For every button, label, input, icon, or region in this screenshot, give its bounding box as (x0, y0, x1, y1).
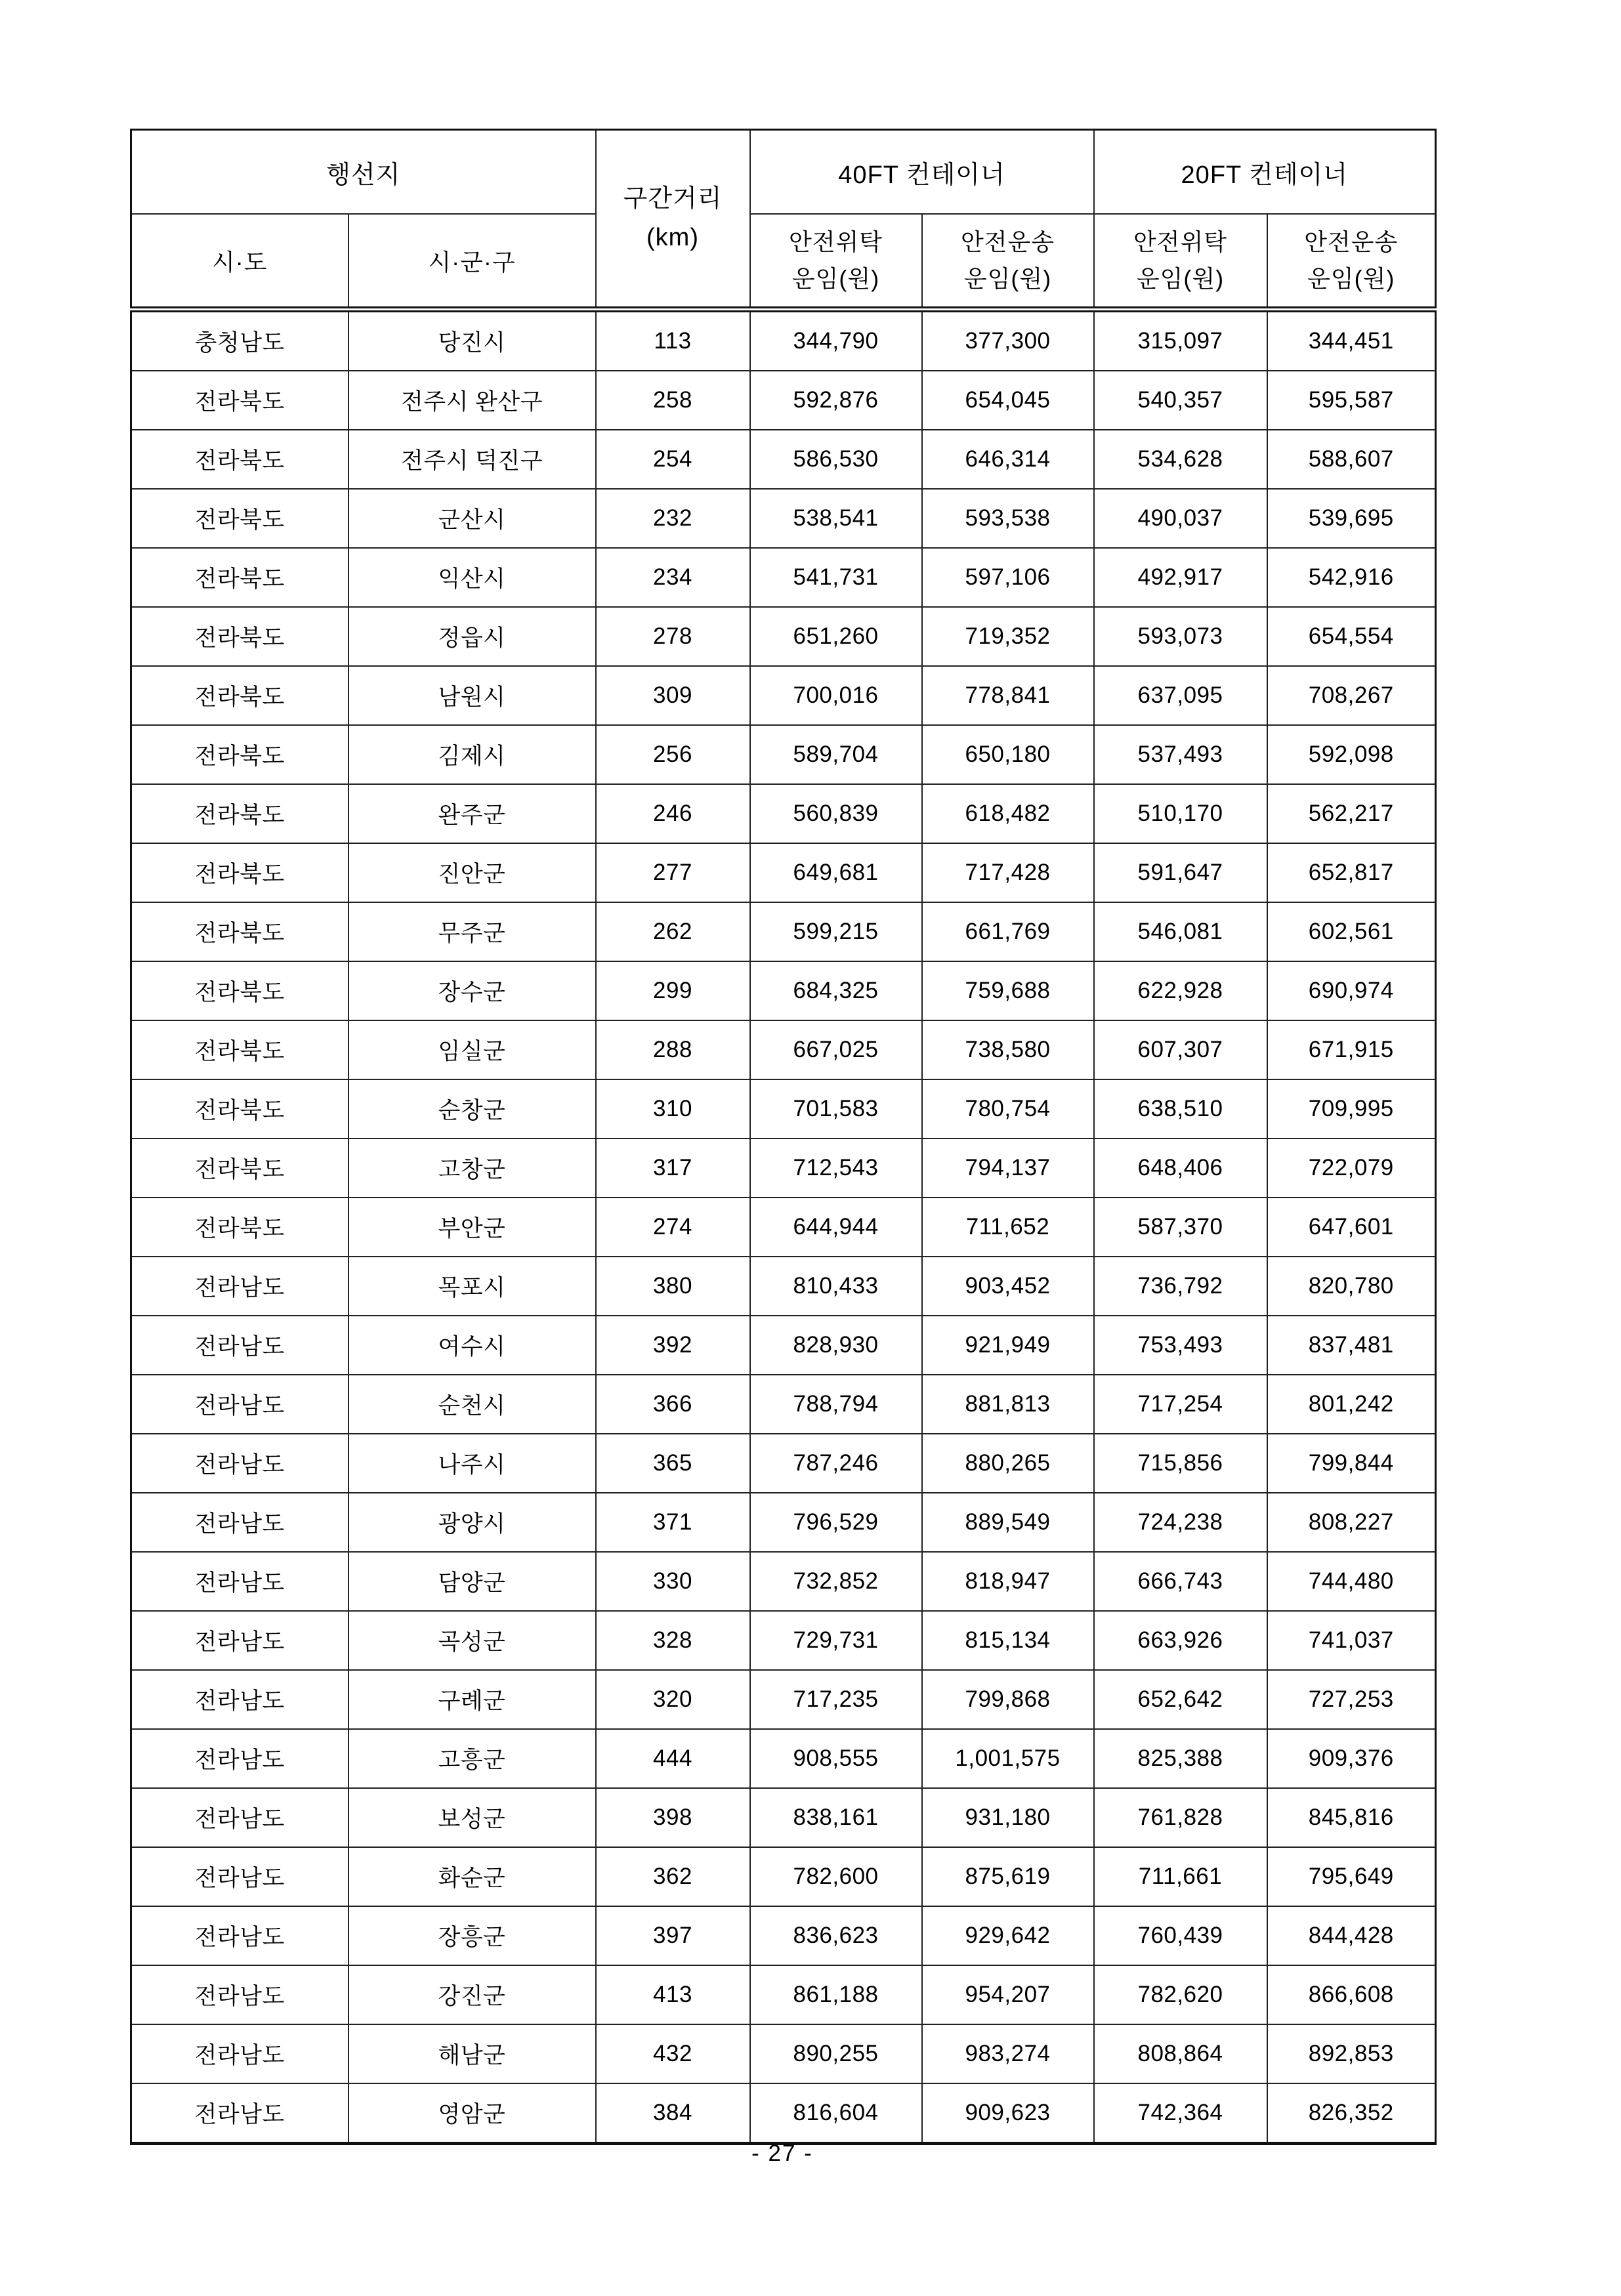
cell-sido: 전라남도 (131, 1788, 348, 1847)
cell-20ft-transport-fare: 741,037 (1267, 1611, 1436, 1670)
table-row (131, 725, 1436, 784)
cell-20ft-transport-fare: 708,267 (1267, 666, 1436, 725)
cell-distance-km: 320 (596, 1670, 750, 1729)
cell-sido: 전라남도 (131, 1316, 348, 1375)
cell-sido: 전라북도 (131, 1079, 348, 1138)
cell-20ft-transport-fare: 799,844 (1267, 1434, 1436, 1493)
cell-sido: 전라남도 (131, 1257, 348, 1316)
cell-distance-km: 246 (596, 784, 750, 843)
cell-20ft-transport-fare: 671,915 (1267, 1020, 1436, 1079)
cell-20ft-consign-fare: 825,388 (1094, 1729, 1267, 1788)
table-row (131, 1434, 1436, 1493)
cell-40ft-consign-fare: 816,604 (750, 2083, 922, 2144)
cell-distance-km: 397 (596, 1906, 750, 1965)
header-destination: 행선지 (131, 130, 596, 215)
cell-40ft-consign-fare: 589,704 (750, 725, 922, 784)
cell-distance-km: 113 (596, 310, 750, 371)
cell-20ft-consign-fare: 761,828 (1094, 1788, 1267, 1847)
cell-sido: 전라남도 (131, 1611, 348, 1670)
cell-sido: 전라북도 (131, 902, 348, 961)
cell-40ft-consign-fare: 782,600 (750, 1847, 922, 1906)
header-20ft-transport-fare (1267, 214, 1436, 310)
cell-20ft-consign-fare: 492,917 (1094, 548, 1267, 607)
cell-sido: 전라북도 (131, 489, 348, 548)
cell-sigungu: 익산시 (348, 548, 596, 607)
table-row (131, 1198, 1436, 1257)
cell-distance-km: 432 (596, 2024, 750, 2083)
cell-20ft-transport-fare: 844,428 (1267, 1906, 1436, 1965)
header-40ft-consign-line1: 안전위탁 (788, 228, 883, 256)
table-row (131, 902, 1436, 961)
cell-sigungu: 전주시 덕진구 (348, 430, 596, 489)
table-row (131, 1493, 1436, 1552)
cell-40ft-consign-fare: 732,852 (750, 1552, 922, 1611)
cell-20ft-consign-fare: 622,928 (1094, 961, 1267, 1020)
table-row (131, 1611, 1436, 1670)
cell-sido: 전라남도 (131, 1847, 348, 1906)
cell-40ft-consign-fare: 541,731 (750, 548, 922, 607)
freight-rate-table (130, 129, 1437, 2145)
cell-sido: 전라남도 (131, 1965, 348, 2024)
cell-40ft-transport-fare: 719,352 (922, 607, 1094, 666)
cell-20ft-consign-fare: 663,926 (1094, 1611, 1267, 1670)
cell-20ft-consign-fare: 648,406 (1094, 1138, 1267, 1198)
header-distance-km (596, 130, 750, 310)
cell-20ft-transport-fare: 808,227 (1267, 1493, 1436, 1552)
header-distance-label: 구간거리 (623, 185, 723, 213)
cell-40ft-consign-fare: 644,944 (750, 1198, 922, 1257)
cell-distance-km: 309 (596, 666, 750, 725)
cell-sido: 전라북도 (131, 1138, 348, 1198)
cell-20ft-consign-fare: 537,493 (1094, 725, 1267, 784)
cell-20ft-consign-fare: 717,254 (1094, 1375, 1267, 1434)
cell-20ft-transport-fare: 344,451 (1267, 310, 1436, 371)
cell-20ft-consign-fare: 593,073 (1094, 607, 1267, 666)
cell-sigungu: 부안군 (348, 1198, 596, 1257)
cell-40ft-transport-fare: 593,538 (922, 489, 1094, 548)
cell-20ft-consign-fare: 724,238 (1094, 1493, 1267, 1552)
cell-sigungu: 임실군 (348, 1020, 596, 1079)
table-row (131, 1079, 1436, 1138)
cell-40ft-consign-fare: 729,731 (750, 1611, 922, 1670)
cell-20ft-transport-fare: 722,079 (1267, 1138, 1436, 1198)
header-20ft-consign-line1: 안전위탁 (1133, 228, 1228, 256)
table-row (131, 2024, 1436, 2083)
cell-20ft-transport-fare: 709,995 (1267, 1079, 1436, 1138)
cell-distance-km: 366 (596, 1375, 750, 1434)
cell-sido: 전라남도 (131, 1729, 348, 1788)
table-row (131, 1138, 1436, 1198)
cell-20ft-consign-fare: 666,743 (1094, 1552, 1267, 1611)
cell-sigungu: 영암군 (348, 2083, 596, 2144)
cell-distance-km: 299 (596, 961, 750, 1020)
cell-sido: 전라북도 (131, 1020, 348, 1079)
cell-sigungu: 진안군 (348, 843, 596, 902)
cell-40ft-consign-fare: 712,543 (750, 1138, 922, 1198)
cell-20ft-transport-fare: 562,217 (1267, 784, 1436, 843)
cell-sido: 전라북도 (131, 548, 348, 607)
cell-20ft-transport-fare: 595,587 (1267, 371, 1436, 430)
cell-sido: 전라남도 (131, 1493, 348, 1552)
cell-40ft-transport-fare: 929,642 (922, 1906, 1094, 1965)
table-row (131, 1788, 1436, 1847)
page-number: - 27 - (751, 2140, 813, 2166)
cell-sido: 전라북도 (131, 666, 348, 725)
table-row (131, 1552, 1436, 1611)
cell-20ft-transport-fare: 592,098 (1267, 725, 1436, 784)
cell-distance-km: 258 (596, 371, 750, 430)
cell-40ft-transport-fare: 597,106 (922, 548, 1094, 607)
cell-20ft-consign-fare: 534,628 (1094, 430, 1267, 489)
cell-sigungu: 무주군 (348, 902, 596, 961)
cell-40ft-consign-fare: 701,583 (750, 1079, 922, 1138)
cell-sigungu: 전주시 완산구 (348, 371, 596, 430)
table-row (131, 371, 1436, 430)
cell-20ft-consign-fare: 753,493 (1094, 1316, 1267, 1375)
table-row (131, 548, 1436, 607)
cell-40ft-transport-fare: 889,549 (922, 1493, 1094, 1552)
table-row (131, 607, 1436, 666)
cell-distance-km: 232 (596, 489, 750, 548)
cell-40ft-consign-fare: 787,246 (750, 1434, 922, 1493)
cell-40ft-transport-fare: 717,428 (922, 843, 1094, 902)
cell-20ft-consign-fare: 638,510 (1094, 1079, 1267, 1138)
cell-40ft-transport-fare: 780,754 (922, 1079, 1094, 1138)
cell-20ft-consign-fare: 742,364 (1094, 2083, 1267, 2144)
cell-20ft-transport-fare: 801,242 (1267, 1375, 1436, 1434)
cell-40ft-transport-fare: 650,180 (922, 725, 1094, 784)
cell-sigungu: 곡성군 (348, 1611, 596, 1670)
cell-sido: 전라북도 (131, 1198, 348, 1257)
cell-40ft-consign-fare: 828,930 (750, 1316, 922, 1375)
table-body (131, 310, 1436, 2144)
cell-20ft-transport-fare: 845,816 (1267, 1788, 1436, 1847)
cell-sigungu: 목포시 (348, 1257, 596, 1316)
cell-sido: 전라북도 (131, 961, 348, 1020)
header-40ft-container: 40FT 컨테이너 (750, 130, 1094, 215)
cell-20ft-consign-fare: 637,095 (1094, 666, 1267, 725)
header-20ft-transport-line1: 안전운송 (1304, 228, 1399, 256)
cell-distance-km: 444 (596, 1729, 750, 1788)
header-row-sub (131, 214, 1436, 310)
cell-sido: 전라남도 (131, 1906, 348, 1965)
cell-40ft-consign-fare: 796,529 (750, 1493, 922, 1552)
cell-sido: 전라남도 (131, 1375, 348, 1434)
header-20ft-consign-line2: 운임(원) (1136, 265, 1225, 292)
cell-distance-km: 384 (596, 2083, 750, 2144)
cell-20ft-consign-fare: 607,307 (1094, 1020, 1267, 1079)
cell-sigungu: 군산시 (348, 489, 596, 548)
cell-sigungu: 당진시 (348, 310, 596, 371)
cell-sigungu: 강진군 (348, 1965, 596, 2024)
cell-40ft-transport-fare: 738,580 (922, 1020, 1094, 1079)
cell-40ft-consign-fare: 890,255 (750, 2024, 922, 2083)
cell-20ft-transport-fare: 820,780 (1267, 1257, 1436, 1316)
table-row (131, 1847, 1436, 1906)
cell-sigungu: 담양군 (348, 1552, 596, 1611)
cell-distance-km: 380 (596, 1257, 750, 1316)
table-row (131, 1965, 1436, 2024)
table-row (131, 1375, 1436, 1434)
table-row (131, 2083, 1436, 2144)
table-row (131, 961, 1436, 1020)
header-40ft-consign-fare (750, 214, 922, 310)
cell-sido: 전라북도 (131, 784, 348, 843)
cell-sido: 전라북도 (131, 430, 348, 489)
table-row (131, 1729, 1436, 1788)
table-row (131, 1316, 1436, 1375)
cell-20ft-consign-fare: 490,037 (1094, 489, 1267, 548)
cell-20ft-consign-fare: 782,620 (1094, 1965, 1267, 2024)
cell-sigungu: 나주시 (348, 1434, 596, 1493)
cell-sigungu: 해남군 (348, 2024, 596, 2083)
cell-40ft-consign-fare: 861,188 (750, 1965, 922, 2024)
cell-sigungu: 순창군 (348, 1079, 596, 1138)
header-distance-unit: (km) (646, 224, 699, 251)
cell-40ft-transport-fare: 794,137 (922, 1138, 1094, 1198)
cell-sido: 전라남도 (131, 1434, 348, 1493)
table-row (131, 310, 1436, 371)
cell-20ft-consign-fare: 540,357 (1094, 371, 1267, 430)
cell-distance-km: 392 (596, 1316, 750, 1375)
table-row (131, 784, 1436, 843)
table-row (131, 843, 1436, 902)
cell-sigungu: 여수시 (348, 1316, 596, 1375)
cell-40ft-transport-fare: 799,868 (922, 1670, 1094, 1729)
cell-distance-km: 274 (596, 1198, 750, 1257)
cell-40ft-consign-fare: 651,260 (750, 607, 922, 666)
cell-sigungu: 장흥군 (348, 1906, 596, 1965)
cell-40ft-transport-fare: 654,045 (922, 371, 1094, 430)
header-40ft-transport-line1: 안전운송 (960, 228, 1055, 256)
cell-sigungu: 순천시 (348, 1375, 596, 1434)
header-20ft-container: 20FT 컨테이너 (1094, 130, 1436, 215)
table-row (131, 666, 1436, 725)
cell-20ft-transport-fare: 690,974 (1267, 961, 1436, 1020)
header-40ft-consign-line2: 운임(원) (791, 265, 880, 292)
cell-sigungu: 장수군 (348, 961, 596, 1020)
cell-20ft-transport-fare: 602,561 (1267, 902, 1436, 961)
cell-20ft-transport-fare: 795,649 (1267, 1847, 1436, 1906)
cell-40ft-transport-fare: 815,134 (922, 1611, 1094, 1670)
cell-40ft-consign-fare: 810,433 (750, 1257, 922, 1316)
cell-40ft-transport-fare: 931,180 (922, 1788, 1094, 1847)
cell-20ft-transport-fare: 866,608 (1267, 1965, 1436, 2024)
cell-40ft-transport-fare: 880,265 (922, 1434, 1094, 1493)
cell-40ft-transport-fare: 818,947 (922, 1552, 1094, 1611)
cell-distance-km: 365 (596, 1434, 750, 1493)
cell-40ft-consign-fare: 538,541 (750, 489, 922, 548)
cell-sigungu: 고창군 (348, 1138, 596, 1198)
cell-40ft-consign-fare: 586,530 (750, 430, 922, 489)
cell-distance-km: 262 (596, 902, 750, 961)
cell-40ft-consign-fare: 700,016 (750, 666, 922, 725)
cell-distance-km: 328 (596, 1611, 750, 1670)
cell-20ft-transport-fare: 727,253 (1267, 1670, 1436, 1729)
cell-40ft-transport-fare: 875,619 (922, 1847, 1094, 1906)
cell-40ft-consign-fare: 344,790 (750, 310, 922, 371)
cell-sigungu: 구례군 (348, 1670, 596, 1729)
cell-distance-km: 234 (596, 548, 750, 607)
header-sigungu: 시·군·구 (348, 214, 596, 310)
table-row (131, 430, 1436, 489)
cell-20ft-transport-fare: 652,817 (1267, 843, 1436, 902)
cell-distance-km: 317 (596, 1138, 750, 1198)
table-row (131, 1670, 1436, 1729)
header-20ft-consign-fare (1094, 214, 1267, 310)
cell-distance-km: 278 (596, 607, 750, 666)
cell-20ft-transport-fare: 744,480 (1267, 1552, 1436, 1611)
cell-distance-km: 398 (596, 1788, 750, 1847)
cell-20ft-transport-fare: 826,352 (1267, 2083, 1436, 2144)
cell-40ft-consign-fare: 667,025 (750, 1020, 922, 1079)
cell-20ft-transport-fare: 654,554 (1267, 607, 1436, 666)
cell-sido: 전라북도 (131, 725, 348, 784)
cell-20ft-consign-fare: 315,097 (1094, 310, 1267, 371)
cell-sigungu: 보성군 (348, 1788, 596, 1847)
header-40ft-transport-fare (922, 214, 1094, 310)
cell-20ft-consign-fare: 808,864 (1094, 2024, 1267, 2083)
cell-20ft-consign-fare: 711,661 (1094, 1847, 1267, 1906)
cell-40ft-transport-fare: 903,452 (922, 1257, 1094, 1316)
cell-20ft-transport-fare: 542,916 (1267, 548, 1436, 607)
cell-40ft-transport-fare: 759,688 (922, 961, 1094, 1020)
cell-40ft-transport-fare: 377,300 (922, 310, 1094, 371)
cell-20ft-consign-fare: 760,439 (1094, 1906, 1267, 1965)
cell-20ft-consign-fare: 736,792 (1094, 1257, 1267, 1316)
cell-20ft-consign-fare: 587,370 (1094, 1198, 1267, 1257)
table-header (131, 130, 1436, 310)
cell-distance-km: 371 (596, 1493, 750, 1552)
cell-20ft-consign-fare: 715,856 (1094, 1434, 1267, 1493)
cell-20ft-transport-fare: 837,481 (1267, 1316, 1436, 1375)
cell-sido: 전라남도 (131, 1552, 348, 1611)
table-row (131, 489, 1436, 548)
cell-40ft-transport-fare: 711,652 (922, 1198, 1094, 1257)
cell-distance-km: 254 (596, 430, 750, 489)
cell-sigungu: 김제시 (348, 725, 596, 784)
cell-distance-km: 330 (596, 1552, 750, 1611)
cell-40ft-transport-fare: 1,001,575 (922, 1729, 1094, 1788)
header-40ft-transport-line2: 운임(원) (963, 265, 1052, 292)
table-row (131, 1906, 1436, 1965)
cell-20ft-consign-fare: 591,647 (1094, 843, 1267, 902)
cell-distance-km: 413 (596, 1965, 750, 2024)
cell-20ft-transport-fare: 892,853 (1267, 2024, 1436, 2083)
cell-40ft-consign-fare: 838,161 (750, 1788, 922, 1847)
cell-sigungu: 화순군 (348, 1847, 596, 1906)
cell-distance-km: 277 (596, 843, 750, 902)
cell-40ft-transport-fare: 921,949 (922, 1316, 1094, 1375)
cell-distance-km: 256 (596, 725, 750, 784)
cell-40ft-transport-fare: 881,813 (922, 1375, 1094, 1434)
cell-sido: 전라남도 (131, 2083, 348, 2144)
cell-sido: 전라북도 (131, 371, 348, 430)
cell-sigungu: 고흥군 (348, 1729, 596, 1788)
cell-20ft-transport-fare: 588,607 (1267, 430, 1436, 489)
cell-20ft-transport-fare: 909,376 (1267, 1729, 1436, 1788)
cell-40ft-consign-fare: 836,623 (750, 1906, 922, 1965)
cell-sido: 전라북도 (131, 607, 348, 666)
cell-40ft-consign-fare: 560,839 (750, 784, 922, 843)
cell-40ft-transport-fare: 646,314 (922, 430, 1094, 489)
cell-40ft-transport-fare: 661,769 (922, 902, 1094, 961)
cell-40ft-transport-fare: 909,623 (922, 2083, 1094, 2144)
cell-40ft-transport-fare: 954,207 (922, 1965, 1094, 2024)
cell-sido: 전라북도 (131, 843, 348, 902)
cell-40ft-consign-fare: 788,794 (750, 1375, 922, 1434)
cell-40ft-consign-fare: 717,235 (750, 1670, 922, 1729)
cell-20ft-consign-fare: 652,642 (1094, 1670, 1267, 1729)
cell-20ft-transport-fare: 647,601 (1267, 1198, 1436, 1257)
cell-sigungu: 완주군 (348, 784, 596, 843)
header-20ft-transport-line2: 운임(원) (1307, 265, 1395, 292)
cell-40ft-consign-fare: 649,681 (750, 843, 922, 902)
cell-20ft-consign-fare: 546,081 (1094, 902, 1267, 961)
cell-distance-km: 362 (596, 1847, 750, 1906)
cell-40ft-consign-fare: 592,876 (750, 371, 922, 430)
cell-distance-km: 288 (596, 1020, 750, 1079)
table-row (131, 1020, 1436, 1079)
cell-sigungu: 정읍시 (348, 607, 596, 666)
cell-40ft-transport-fare: 983,274 (922, 2024, 1094, 2083)
cell-sido: 전라남도 (131, 1670, 348, 1729)
cell-20ft-consign-fare: 510,170 (1094, 784, 1267, 843)
cell-40ft-consign-fare: 599,215 (750, 902, 922, 961)
cell-distance-km: 310 (596, 1079, 750, 1138)
table-row (131, 1257, 1436, 1316)
cell-40ft-consign-fare: 908,555 (750, 1729, 922, 1788)
cell-40ft-consign-fare: 684,325 (750, 961, 922, 1020)
header-sido: 시·도 (131, 214, 348, 310)
cell-sigungu: 광양시 (348, 1493, 596, 1552)
cell-20ft-transport-fare: 539,695 (1267, 489, 1436, 548)
cell-40ft-transport-fare: 778,841 (922, 666, 1094, 725)
cell-sido: 전라남도 (131, 2024, 348, 2083)
cell-sido: 충청남도 (131, 310, 348, 371)
cell-40ft-transport-fare: 618,482 (922, 784, 1094, 843)
header-row-top (131, 130, 1436, 215)
cell-sigungu: 남원시 (348, 666, 596, 725)
